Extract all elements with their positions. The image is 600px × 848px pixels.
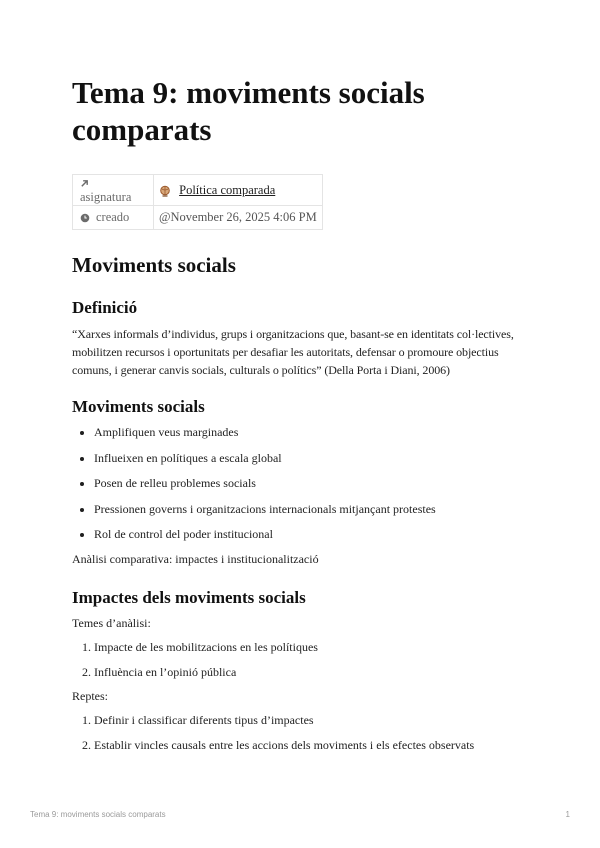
subject-link[interactable]: Política comparada bbox=[179, 182, 276, 197]
property-value[interactable] bbox=[154, 175, 323, 206]
impacts-heading: Impactes dels moviments socials bbox=[72, 587, 306, 607]
list-item: • Influeixen en polítiques a escala global bbox=[94, 449, 532, 467]
list-item: • Posen de relleu problemes socials bbox=[94, 474, 532, 492]
page-footer bbox=[30, 810, 570, 819]
list-item: • Rol de control del poder institucional bbox=[94, 525, 532, 543]
section-title: Moviments socials bbox=[72, 253, 236, 277]
properties-table bbox=[72, 174, 323, 230]
challenges-list bbox=[72, 711, 532, 754]
movements-heading: Moviments socials bbox=[72, 397, 205, 416]
list-item: 1. Definir i classificar diferents tipus d’impactes bbox=[94, 711, 532, 729]
page-number: 1 bbox=[565, 810, 570, 819]
arrow-up-right-icon bbox=[80, 175, 90, 190]
definition-text: “Xarxes informals d’individus, grups i organitzacions que, basant-se en identitats col·lectives, mobilitzen recursos i oportunitats per desafiar les autoritats, defensar o promoure objectius comuns, i generar canvis socials, culturals o polítics” (Della Porta i Diani, 2006) bbox=[72, 327, 514, 377]
movements-list bbox=[72, 423, 532, 543]
challenges-label: Reptes: bbox=[72, 688, 108, 703]
footer-title: Tema 9: moviments socials comparats bbox=[30, 810, 166, 819]
property-row-creado bbox=[73, 206, 323, 230]
list-item: • Pressionen governs i organitzacions internacionals mitjançant protestes bbox=[94, 500, 532, 518]
property-key-label: creado bbox=[96, 210, 130, 224]
comparative-note: Anàlisi comparativa: impactes i institucionalització bbox=[72, 551, 319, 566]
definition-heading: Definició bbox=[72, 298, 138, 317]
list-item: 1. Impacte de les mobilitzacions en les polítiques bbox=[94, 638, 532, 656]
property-value: @November 26, 2025 4:06 PM bbox=[154, 206, 323, 230]
property-key bbox=[73, 175, 154, 206]
page-title: Tema 9: moviments socials comparats bbox=[72, 75, 425, 147]
globe-icon bbox=[159, 183, 179, 197]
page-content bbox=[72, 74, 532, 761]
list-item: • Amplifiquen veus marginades bbox=[94, 423, 532, 441]
themes-label: Temes d’anàlisi: bbox=[72, 615, 151, 630]
themes-list bbox=[72, 638, 532, 681]
list-item: 2. Influència en l’opinió pública bbox=[94, 663, 532, 681]
property-row-asignatura bbox=[73, 175, 323, 206]
list-item: 2. Establir vincles causals entre les accions dels moviments i els efectes observats bbox=[94, 736, 532, 754]
property-key bbox=[73, 206, 154, 230]
property-key-label: asignatura bbox=[80, 190, 132, 204]
clock-icon bbox=[80, 210, 90, 225]
